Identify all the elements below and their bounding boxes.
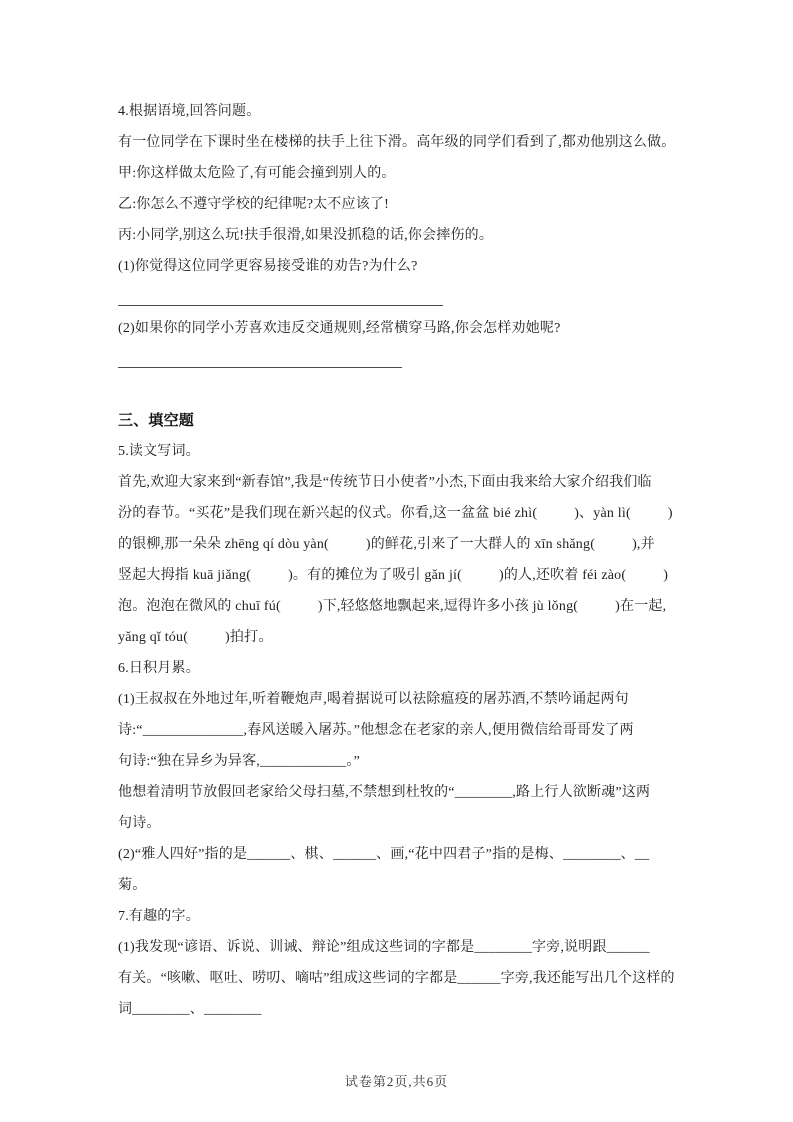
text-line: 6.日积月累。 xyxy=(118,661,200,676)
answer-blank-rule xyxy=(118,305,443,306)
text-line: 首先,欢迎大家来到“新春馆”,我是“传统节日小使者”小杰,下面由我来给大家介绍我们临 xyxy=(118,475,652,490)
text-line: 乙:你怎么不遵守学校的纪律呢?太不应该了! xyxy=(118,197,389,212)
text-line: (2)“雅人四好”指的是______、棋、______、画,“花中四君子”指的是梅、________、__ xyxy=(118,847,650,862)
text-line: 有一位同学在下课时坐在楼梯的扶手上往下滑。高年级的同学们看到了,都劝他别这么做。 xyxy=(118,135,676,150)
page-footer: 试卷第2页,共6页 xyxy=(344,1074,449,1089)
text-line: yǎng qǐ tóu( )拍打。 xyxy=(118,630,273,645)
text-line: 菊。 xyxy=(118,878,147,893)
text-line: 句诗。 xyxy=(118,816,161,831)
text-line: 5.读文写词。 xyxy=(118,444,200,459)
text-line: 他想着清明节放假回老家给父母扫墓,不禁想到杜牧的“________,路上行人欲断魂”这两 xyxy=(118,785,651,800)
text-line: 7.有趣的字。 xyxy=(118,909,200,924)
text-line: 甲:你这样做太危险了,有可能会撞到别人的。 xyxy=(118,166,396,181)
document-body xyxy=(118,96,684,1025)
text-line: (1)你觉得这位同学更容易接受谁的劝告?为什么? xyxy=(118,259,418,274)
text-line: (2)如果你的同学小芳喜欢违反交通规则,经常横穿马路,你会怎样劝她呢? xyxy=(118,321,561,336)
text-line: 丙:小同学,别这么玩!扶手很滑,如果没抓稳的话,你会摔伤的。 xyxy=(118,228,494,243)
text-line: 的银柳,那一朵朵 zhēng qí dòu yàn( )的鲜花,引来了一大群人的 xīn shǎng( ),并 xyxy=(118,537,655,552)
text-line: 汾的春节。“买花”是我们现在新兴起的仪式。你看,这一盆盆 bié zhì( )、yàn lì( ) xyxy=(118,506,673,521)
text-line: 4.根据语境,回答问题。 xyxy=(118,104,261,119)
text-line: (1)王叔叔在外地过年,听着鞭炮声,喝着据说可以祛除瘟疫的屠苏酒,不禁吟诵起两句 xyxy=(118,692,629,707)
answer-blank-line xyxy=(118,344,684,375)
text-line: 有关。“咳嗽、呕吐、唠叨、嘀咕”组成这些词的字都是______字旁,我还能写出几个这样的 xyxy=(118,971,675,986)
section-heading: 三、填空题 xyxy=(118,412,195,429)
answer-blank-rule xyxy=(118,367,402,368)
text-line: 竖起大拇指 kuā jiǎng( )。有的摊位为了吸引 gǎn jí( )的人,还吹着 féi zào( ) xyxy=(118,568,669,583)
text-line: 泡。泡泡在微风的 chuī fú( )下,轻悠悠地飘起来,逗得许多小孩 jù lǒng( )在一起, xyxy=(118,599,667,614)
answer-blank-line xyxy=(118,282,684,313)
text-line: 句诗:“独在异乡为异客,____________。” xyxy=(118,754,361,769)
text-line: 词________、________ xyxy=(118,1002,262,1017)
text-line: (1)我发现“谚语、诉说、训诫、辩论”组成这些词的字都是________字旁,说明跟______ xyxy=(118,940,650,955)
text-line: 诗:“______________,春风送暖入屠苏。”他想念在老家的亲人,便用微信给哥哥发了两 xyxy=(118,723,634,738)
